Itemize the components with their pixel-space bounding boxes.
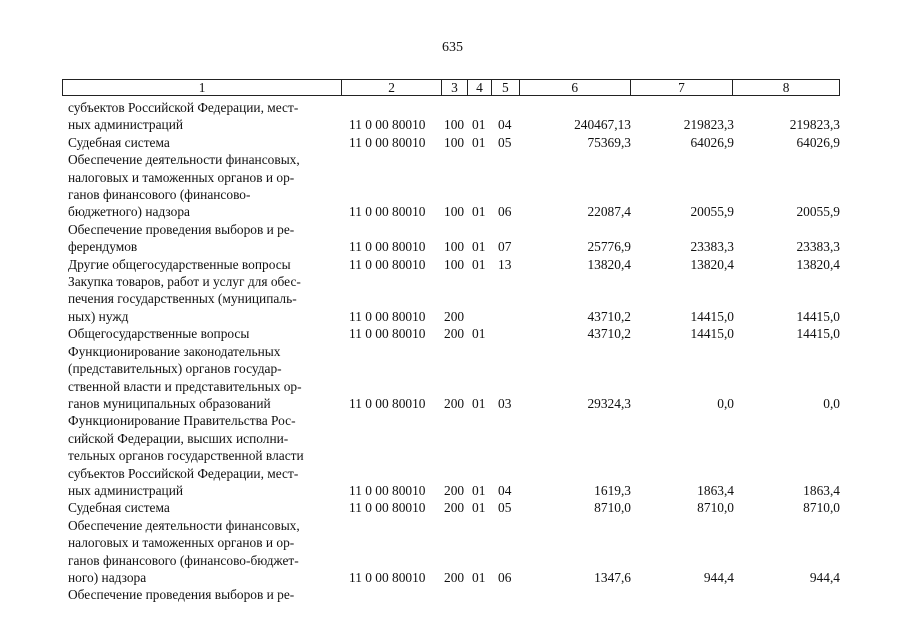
cell-col-7: 8710,0 [697, 500, 734, 516]
cell-col-6: 25776,9 [587, 239, 631, 255]
cell-vr: 200 [444, 482, 465, 498]
cell-name [62, 151, 339, 221]
cell-name-line: Функционирование Правительства Рос- [68, 413, 296, 429]
cell-vr: 100 [444, 239, 465, 255]
cell-name-line: Обеспечение проведения выборов и ре- [68, 221, 295, 237]
cell-col-8: 13820,4 [796, 256, 840, 272]
cell-col-6: 240467,13 [574, 117, 631, 133]
header-col-4: 4 [468, 80, 492, 95]
cell-vr: 200 [444, 308, 465, 324]
cell-pr: 03 [498, 395, 512, 411]
cell-col-7: 23383,3 [690, 239, 734, 255]
cell-rz: 01 [472, 256, 486, 272]
cell-vr: 200 [444, 500, 465, 516]
cell-csr: 11 0 00 80010 [349, 482, 426, 498]
table-row [62, 99, 840, 134]
cell-pr: 13 [498, 256, 512, 272]
cell-name-line: налоговых и таможенных органов и ор- [68, 169, 295, 185]
cell-col-7: 14415,0 [690, 308, 734, 324]
table-row [62, 586, 840, 603]
cell-col-8: 0,0 [823, 395, 840, 411]
cell-csr: 11 0 00 80010 [349, 569, 426, 585]
cell-name [62, 99, 339, 134]
cell-vr: 100 [444, 134, 465, 150]
table-row [62, 273, 840, 325]
table-row [62, 517, 840, 587]
cell-col-6: 29324,3 [587, 395, 631, 411]
header-col-8: 8 [782, 80, 790, 95]
cell-name [62, 343, 339, 413]
cell-col-7: 64026,9 [690, 134, 734, 150]
header-col-7: 7 [631, 80, 734, 95]
cell-pr: 05 [498, 134, 512, 150]
cell-name-line: Другие общегосударственные вопросы [68, 256, 291, 272]
cell-name-line: ных) нужд [68, 308, 129, 324]
cell-csr: 11 0 00 80010 [349, 239, 426, 255]
cell-col-6: 8710,0 [594, 500, 631, 516]
cell-col-6: 22087,4 [587, 204, 631, 220]
table-row [62, 343, 840, 413]
cell-csr: 11 0 00 80010 [349, 308, 426, 324]
cell-csr: 11 0 00 80010 [349, 326, 426, 342]
cell-name-line: Судебная система [68, 134, 170, 150]
cell-col-6: 75369,3 [587, 134, 631, 150]
cell-csr: 11 0 00 80010 [349, 117, 426, 133]
cell-name [62, 499, 339, 516]
cell-col-7: 20055,9 [690, 204, 734, 220]
cell-name-line: печения государственных (муниципаль- [68, 291, 297, 307]
cell-col-8: 64026,9 [796, 134, 840, 150]
cell-rz: 01 [472, 239, 486, 255]
cell-name-line: ных администраций [68, 117, 184, 133]
cell-col-8: 219823,3 [789, 117, 840, 133]
cell-name-line: ферендумов [68, 239, 138, 255]
cell-name-line: ных администраций [68, 482, 184, 498]
cell-name [62, 273, 339, 325]
cell-vr: 200 [444, 326, 465, 342]
cell-pr: 05 [498, 500, 512, 516]
cell-name-line: Обеспечение деятельности финансовых, [68, 152, 300, 168]
cell-name-line: субъектов Российской Федерации, мест- [68, 465, 299, 481]
cell-name-line: (представительных) органов государ- [68, 361, 282, 377]
cell-name-line: тельных органов государственной власти [68, 448, 304, 464]
cell-vr: 200 [444, 569, 465, 585]
table-header [62, 79, 840, 96]
cell-name-line: ственной власти и представительных ор- [68, 378, 302, 394]
cell-name [62, 256, 339, 273]
table-row [62, 134, 840, 151]
table-row [62, 221, 840, 256]
cell-name-line: субъектов Российской Федерации, мест- [68, 100, 299, 115]
header-col-5: 5 [492, 80, 520, 95]
cell-vr: 100 [444, 256, 465, 272]
cell-col-7: 13820,4 [690, 256, 734, 272]
header-col-6: 6 [520, 80, 631, 95]
cell-name-line: ного) надзора [68, 569, 147, 585]
cell-pr: 04 [498, 117, 512, 133]
cell-name-line: Функционирование законодательных [68, 343, 281, 359]
cell-col-6: 13820,4 [587, 256, 631, 272]
cell-csr: 11 0 00 80010 [349, 204, 426, 220]
header-col-3: 3 [442, 80, 468, 95]
cell-name-line: сийской Федерации, высших исполни- [68, 430, 289, 446]
cell-col-8: 20055,9 [796, 204, 840, 220]
cell-name-line: Общегосударственные вопросы [68, 326, 250, 342]
cell-col-6: 43710,2 [587, 326, 631, 342]
cell-name-line: ганов муниципальных образований [68, 395, 271, 411]
cell-col-8: 944,4 [809, 569, 840, 585]
cell-col-8: 8710,0 [803, 500, 840, 516]
cell-rz: 01 [472, 204, 486, 220]
cell-pr: 04 [498, 482, 512, 498]
cell-name-line: налоговых и таможенных органов и ор- [68, 535, 295, 551]
cell-vr: 200 [444, 395, 465, 411]
table-body [62, 99, 840, 604]
table-row [62, 151, 840, 221]
cell-name-line: ганов финансового (финансово-бюджет- [68, 552, 299, 568]
cell-pr: 06 [498, 204, 512, 220]
cell-csr: 11 0 00 80010 [349, 395, 426, 411]
cell-name-line: Закупка товаров, работ и услуг для обес- [68, 274, 301, 290]
cell-col-7: 0,0 [717, 395, 734, 411]
cell-col-7: 219823,3 [683, 117, 734, 133]
cell-col-8: 23383,3 [796, 239, 840, 255]
cell-rz: 01 [472, 134, 486, 150]
cell-name-line: Обеспечение проведения выборов и ре- [68, 587, 295, 603]
cell-name-line: бюджетного) надзора [68, 204, 190, 220]
cell-name [62, 412, 339, 499]
table-row [62, 325, 840, 342]
cell-name [62, 134, 339, 151]
cell-col-8: 14415,0 [796, 326, 840, 342]
cell-rz: 01 [472, 326, 486, 342]
cell-pr: 07 [498, 239, 512, 255]
cell-csr: 11 0 00 80010 [349, 256, 426, 272]
cell-csr: 11 0 00 80010 [349, 500, 426, 516]
cell-col-7: 944,4 [703, 569, 734, 585]
cell-vr: 100 [444, 117, 465, 133]
page-number: 635 [442, 40, 463, 55]
cell-name-line: Судебная система [68, 500, 170, 516]
cell-name [62, 325, 339, 342]
cell-name-line: ганов финансового (финансово- [68, 187, 251, 203]
cell-vr: 100 [444, 204, 465, 220]
cell-rz: 01 [472, 500, 486, 516]
header-col-2: 2 [342, 80, 442, 95]
cell-rz: 01 [472, 482, 486, 498]
cell-csr: 11 0 00 80010 [349, 134, 426, 150]
table-row [62, 412, 840, 499]
cell-col-6: 1347,6 [594, 569, 631, 585]
cell-col-7: 1863,4 [697, 482, 734, 498]
header-col-1: 1 [63, 80, 342, 95]
cell-col-8: 1863,4 [803, 482, 840, 498]
cell-col-8: 14415,0 [796, 308, 840, 324]
table-row [62, 256, 840, 273]
cell-rz: 01 [472, 395, 486, 411]
cell-col-7: 14415,0 [690, 326, 734, 342]
cell-name [62, 586, 339, 603]
cell-pr: 06 [498, 569, 512, 585]
cell-col-6: 43710,2 [587, 308, 631, 324]
table-row [62, 499, 840, 516]
cell-name-line: Обеспечение деятельности финансовых, [68, 517, 300, 533]
cell-rz: 01 [472, 117, 486, 133]
cell-col-6: 1619,3 [594, 482, 631, 498]
cell-name [62, 221, 339, 256]
cell-name [62, 517, 339, 587]
cell-rz: 01 [472, 569, 486, 585]
